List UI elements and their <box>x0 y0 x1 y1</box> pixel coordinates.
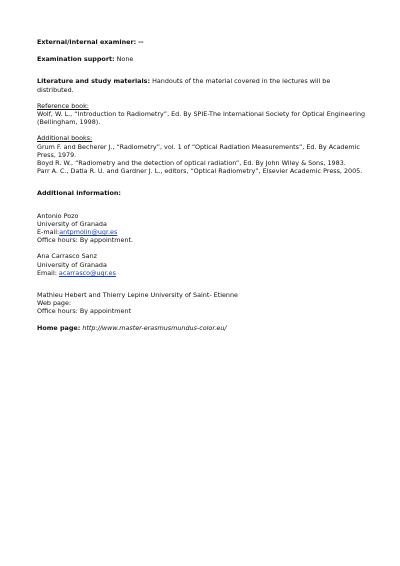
contact-office-hours: Office hours: By appointment <box>37 307 132 316</box>
contact-affiliation: University of Granada <box>37 219 107 228</box>
literature-text: Handouts of the material covered in the lectures will be distributed. <box>37 77 331 94</box>
exam-support-value: None <box>116 55 134 64</box>
reference-book-heading: Reference book: <box>37 101 89 110</box>
contact-office-hours: Office hours: By appointment. <box>37 236 134 245</box>
exam-support-label: Examination support: <box>37 55 115 64</box>
contact-block-3 <box>37 291 367 316</box>
contact-block-1 <box>37 212 367 245</box>
contact-name: Ana Carrasco Sanz <box>37 252 97 261</box>
additional-book-entry-2: Boyd R. W., “Radiometry and the detection of optical radiation”, Ed. By John Wiley & Sons, 1983. <box>37 159 346 168</box>
contact-name: Antonio Pozo <box>37 211 79 220</box>
examiner-value: -- <box>138 38 144 46</box>
home-page-label: Home page: <box>37 323 81 332</box>
exam-support-line <box>37 55 367 63</box>
contact-email-label: Email: <box>37 268 59 277</box>
additional-books-heading: Additional books: <box>37 134 93 143</box>
contact-email-line <box>37 228 367 236</box>
examiner-line <box>37 38 367 46</box>
contact-email-line <box>37 269 367 277</box>
contact-web-page-label: Web page: <box>37 299 72 308</box>
contact-block-2 <box>37 252 367 277</box>
reference-book-entry: Wolf, W. L., “Introduction to Radiometry”, Ed. By SPIE-The International Society for Optical Engineering (Bellingham, 1998). <box>37 110 366 127</box>
literature-label: Literature and study materials: <box>37 77 151 86</box>
additional-book-entry-1: Grum F. and Becherer J., “Radiometry”, vol. 1 of “Optical Radiation Measurements”, Ed. By Academic Press, 1979. <box>37 142 360 159</box>
reference-book-section <box>37 102 367 127</box>
additional-book-entry-3: Parr A. C., Datla R. U. and Gardner J. L., editors, “Optical Radiometry”, Elsevier Academic Press, 2005. <box>37 167 363 176</box>
contact-email-label: E-mail: <box>37 228 60 237</box>
contact-names-affiliation: Mathieu Hebert and Thierry Lepine University of Saint- Etienne <box>37 291 238 300</box>
home-page-line <box>37 324 367 332</box>
contact-affiliation: University of Granada <box>37 260 107 269</box>
home-page-url[interactable]: http://www.master-erasmusmundus-color.eu/ <box>82 323 227 332</box>
literature-paragraph <box>37 77 367 93</box>
contact-email-link[interactable]: antpmolin@ugr.es <box>59 228 118 237</box>
examiner-label: External/internal examiner: <box>37 38 137 46</box>
additional-info-heading: Additional information: <box>37 189 121 198</box>
contact-email-link[interactable]: acarrasco@ugr.es <box>58 268 116 277</box>
document-page <box>37 38 367 332</box>
additional-books-section <box>37 134 367 175</box>
